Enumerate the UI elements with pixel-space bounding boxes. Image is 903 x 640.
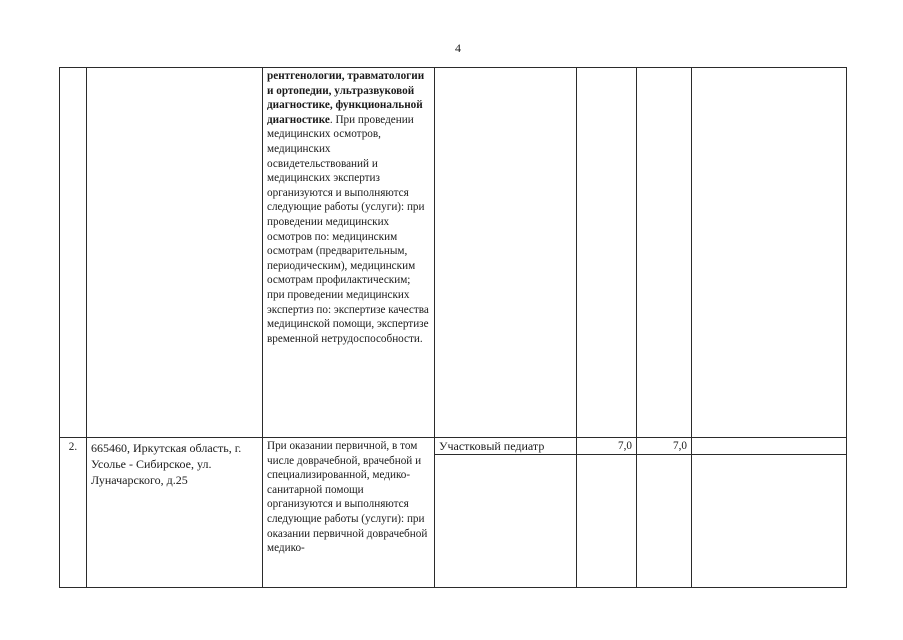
table-row bbox=[60, 68, 847, 438]
services-cell bbox=[263, 438, 435, 588]
note-cell bbox=[692, 438, 846, 455]
rate-cell: 7,0 bbox=[637, 438, 691, 455]
services-text: . При проведении медицинских осмотров, медицинских освидетельствований и медицинских экспертиз организуются и выполняются следующие работы (услуги): при проведении медицинских осмотров по: медицинским осмотрам (предварительным, периодическим), медицинским осмотрам профилактическим; при проведении медицинских экспертиз по: экспертизе качества медицинской помощи, экспертизе временной нетрудоспособности. bbox=[267, 113, 429, 345]
address-cell: 665460, Иркутская область, г. Усолье - Сибирское, ул. Луначарского, д.25 bbox=[87, 438, 263, 588]
row-number-cell: 2. bbox=[60, 438, 87, 588]
rate-cell bbox=[637, 68, 692, 438]
services-text: При оказании первичной, в том числе доврачебной, врачебной и специализированной, медико-санитарной помощи организуются и выполняются следующие работы (услуги): при оказании первичной доврачебной медико- bbox=[267, 440, 428, 555]
position-cell bbox=[435, 68, 577, 438]
services-cell bbox=[263, 68, 435, 438]
rate-cell bbox=[577, 68, 637, 438]
address-cell bbox=[87, 68, 263, 438]
rate-cell: 7,0 bbox=[577, 438, 636, 455]
services-bold-text: рентгенологии, травматологии и ортопедии, ультразвуковой диагностике, функциональной диагностике bbox=[267, 70, 425, 126]
note-cell bbox=[692, 68, 847, 438]
staff-table bbox=[59, 67, 847, 588]
table-row bbox=[60, 438, 847, 588]
row-number-cell bbox=[60, 68, 87, 438]
position-cell: Участковый педиатр bbox=[435, 438, 576, 455]
page-number: 4 bbox=[455, 41, 461, 55]
